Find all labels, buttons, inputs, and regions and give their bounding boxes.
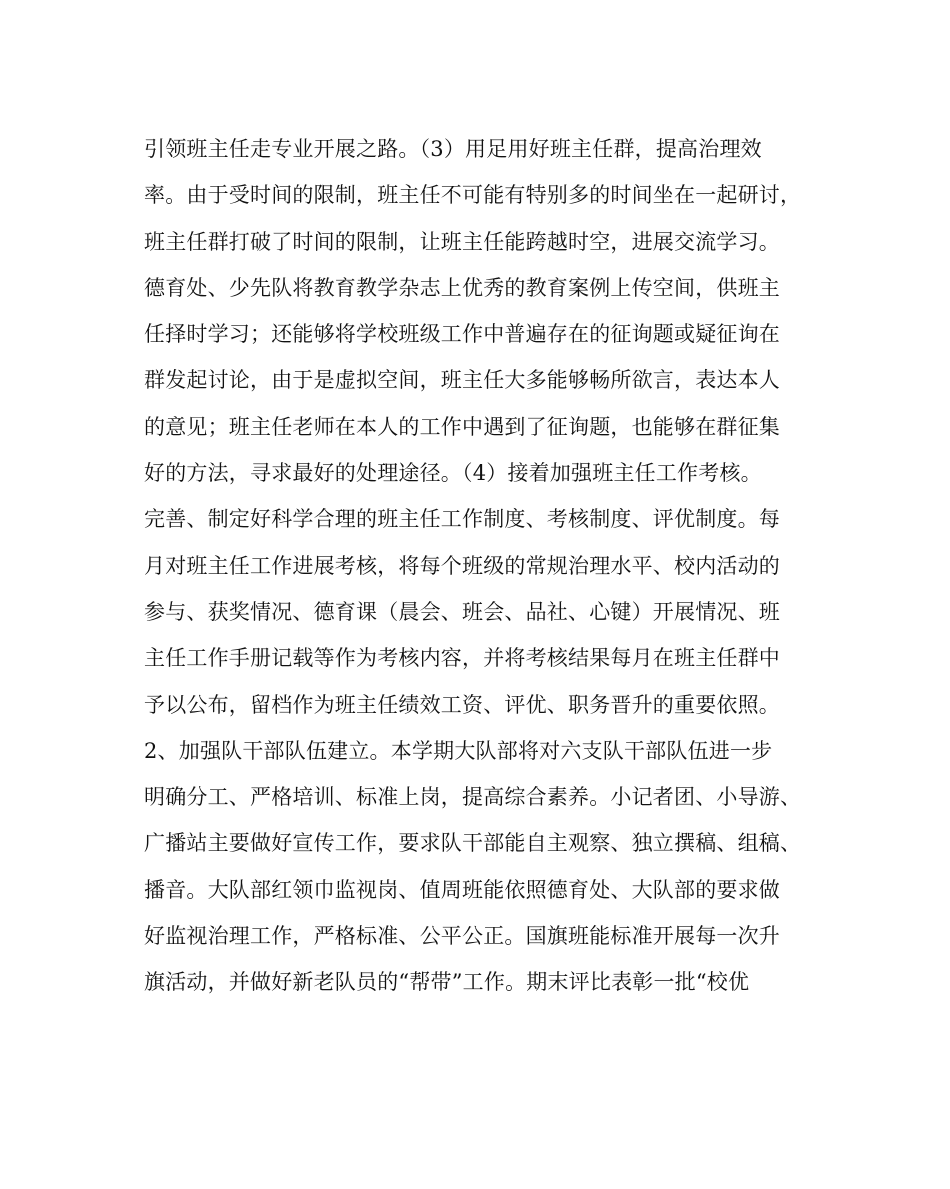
text-line: 好的方法，寻求最好的处理途径。（4）接着加强班主任工作考核。	[144, 461, 762, 486]
text-line: 广播站主要做好宣传工作，要求队干部能自主观察、独立撰稿、组稿、	[144, 831, 802, 856]
text-line: 班主任群打破了时间的限制，让班主任能跨越时空，进展交流学习。	[144, 229, 780, 254]
text-line: 完善、制定好科学合理的班主任工作制度、考核制度、评优制度。每	[144, 507, 780, 532]
text-line: 任择时学习；还能够将学校班级工作中普遍存在的征询题或疑征询在	[144, 322, 780, 347]
text-line: 月对班主任工作进展考核，将每个班级的常规治理水平、校内活动的	[144, 553, 780, 578]
text-line: 2、加强队干部队伍建立。本学期大队部将对六支队干部队伍进一步	[144, 738, 773, 763]
text-line: 群发起讨论，由于是虚拟空间，班主任大多能够畅所欲言，表达本人	[144, 368, 780, 393]
text-line: 予以公布，留档作为班主任绩效工资、评优、职务晋升的重要依照。	[144, 692, 780, 717]
text-line: 旗活动，并做好新老队员的“帮带”工作。期末评比表彰一批“校优	[144, 970, 750, 995]
body-text	[144, 126, 844, 1006]
text-line: 德育处、少先队将教育教学杂志上优秀的教育案例上传空间，供班主	[144, 275, 780, 300]
text-line: 播音。大队部红领巾监视岗、值周班能依照德育处、大队部的要求做	[144, 877, 780, 902]
text-line: 参与、获奖情况、德育课（晨会、班会、品社、心键）开展情况、班	[144, 599, 780, 624]
text-line: 率。由于受时间的限制，班主任不可能有特别多的时间坐在一起研讨，	[144, 183, 802, 208]
text-line: 的意见；班主任老师在本人的工作中遇到了征询题，也能够在群征集	[144, 414, 780, 439]
text-line: 主任工作手册记载等作为考核内容，并将考核结果每月在班主任群中	[144, 646, 780, 671]
text-line: 引领班主任走专业开展之路。（3）用足用好班主任群，提高治理效	[144, 137, 762, 161]
text-line: 好监视治理工作，严格标准、公平公正。国旗班能标准开展每一次升	[144, 924, 780, 949]
text-line: 明确分工、严格培训、标准上岗，提高综合素养。小记者团、小导游、	[144, 785, 802, 810]
